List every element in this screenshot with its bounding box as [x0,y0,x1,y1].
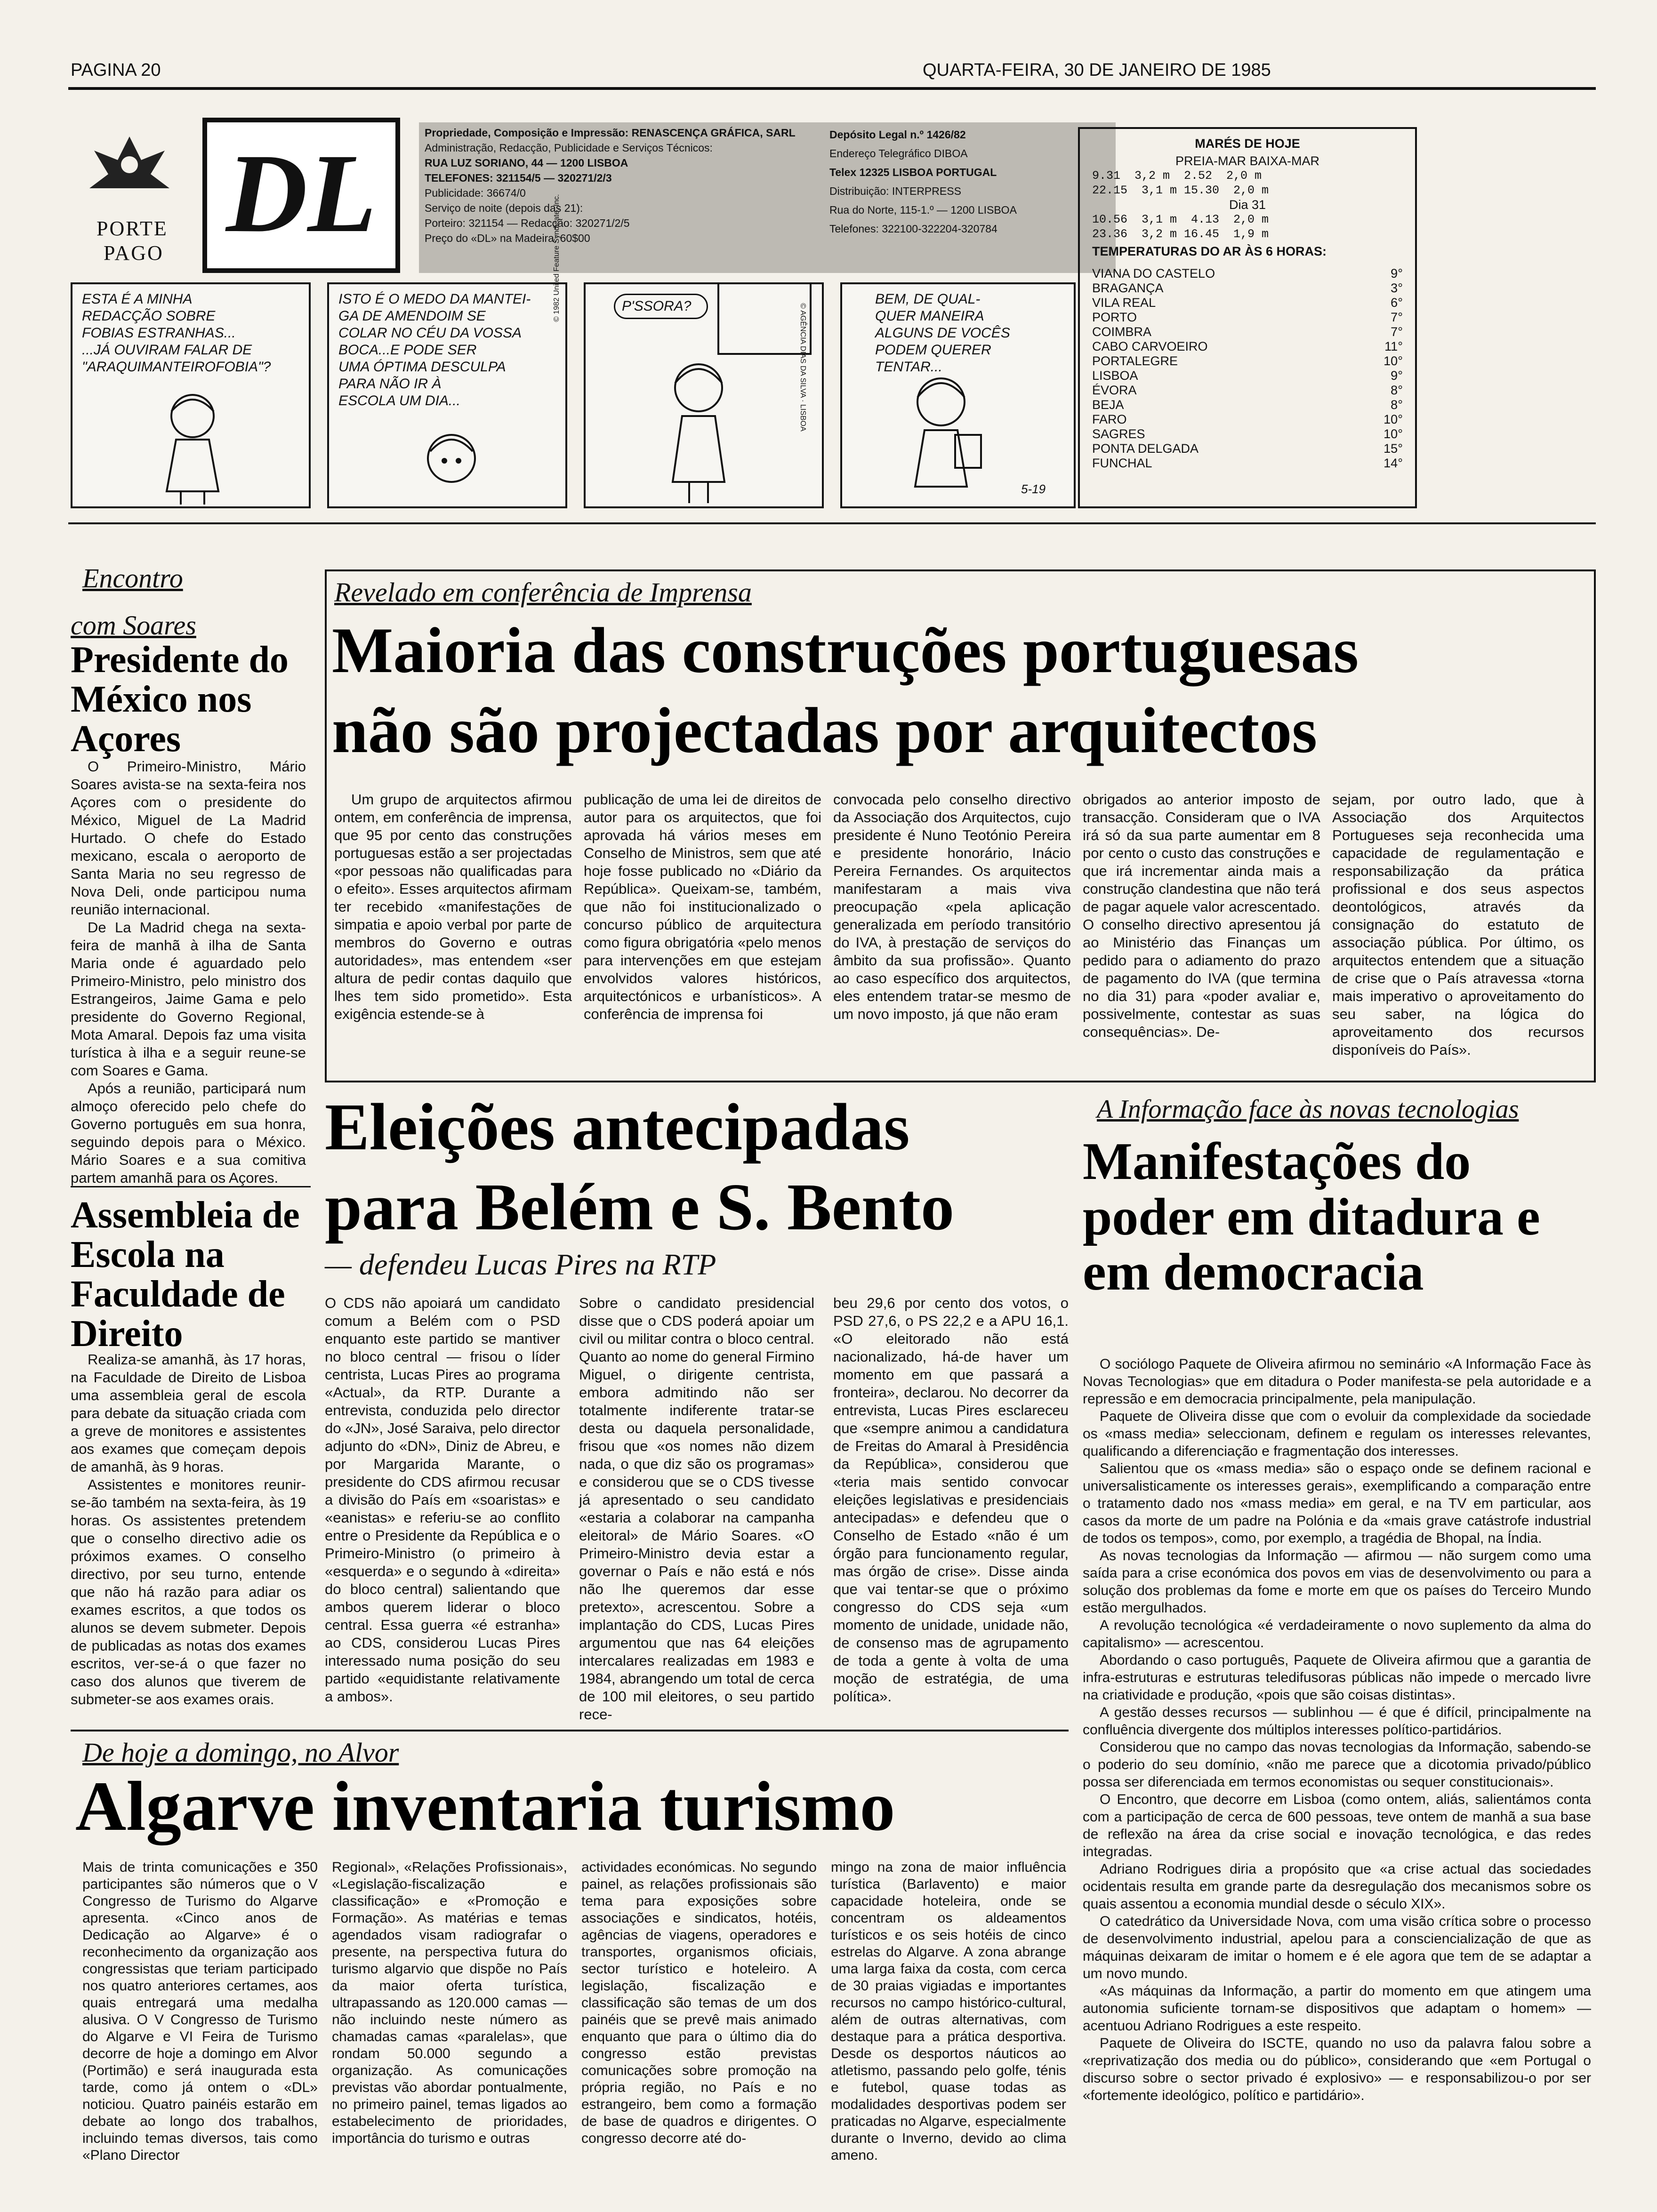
temp-city: LISBOA [1092,369,1138,383]
mexico-body [71,758,306,1186]
temp-city: BRAGANÇA [1092,281,1164,295]
comic-panel-4 [840,282,1076,508]
info-line: Preço do «DL» na Madeira: 60$00 [425,232,590,244]
paragraph: As novas tecnologias da Informação — afirmou — não surgem como uma saída para a crise económica dos povos em vias de desenvolvimento ou para a solução dos problemas da fome e morte em que os países do Terceiro Mundo estão mergulhados. [1083,1548,1591,1616]
info-line: Serviço de noite (depois das 21): [425,202,583,214]
temp-row [1092,369,1403,383]
info-line: Distribuição: INTERPRESS [829,185,961,197]
paragraph: Adriano Rodrigues diria a propósito que «a crise actual das sociedades ocidentais resulta em grande parte da desregulação dos mecanismos sobre os quais assentou a economia mundial desde o século XIX». [1083,1861,1591,1912]
tide-row: 10.56 3,1 m 4.13 2,0 m [1092,213,1269,226]
temp-city: SAGRES [1092,427,1145,441]
info-body [1083,1355,1591,2193]
temp-row [1092,354,1403,369]
header-rule [68,87,1596,90]
eleicoes-headline-1: Eleições antecipadas [325,1090,910,1164]
temp-city: COIMBRA [1092,325,1152,339]
temp-city: FARO [1092,412,1127,426]
eleicoes-col-2: Sobre o candidato presidencial disse que o CDS poderá apoiar um civil ou militar contra o bloco central. Quanto ao nome do general Firmino Miguel, o dirigente centrista, embora admitindo não ser totalmente indiferente tratar-se desta ou daquela personalidade, frisou que «os nomes não dizem nada, o que diz são os programas» e considerou que se o CDS tivesse já apresentado o seu candidato «estaria a colaborar na campanha eleitoral» de Mário Soares. «O Primeiro-Ministro devia estar a governar o País e não está e nós não lhe queremos dar esse pretexto», acrescentou. Sobre a implantação do CDS, Lucas Pires argumentou que nas 64 eleições intercalares realizadas em 1983 e 1984, abrangendo um total de cerca de 100 mil eleitores, o seu partido rece- [579,1295,814,1723]
eleicoes-subhead: — defendeu Lucas Pires na RTP [325,1248,716,1281]
algarve-kicker: De hoje a domingo, no Alvor [82,1737,399,1768]
tide-row: 23.36 3,2 m 16.45 1,9 m [1092,227,1269,241]
masthead-info-right [824,122,1116,273]
window-icon [717,284,812,355]
arquitectos-col-1: Um grupo de arquitectos afirmou ontem, em conferência de imprensa, que 95 por cento das construções portuguesas estão a ser projectadas «por pessoas não qualificadas para o efeito». Esses arquitectos afirmam ter recebido «manifestações de simpatia e apoio verbal por parte de membros do Governo e outras autoridades», mas entendem «ser altura de pedir contas daquilo que lhes tem sido prometido». Esta exigência estende-se à [334,791,572,1022]
comic-credit: © 1982 United Feature Syndicate, Inc. [553,194,561,322]
arquitectos-col-5: sejam, por outro lado, que à Associação dos Arquitectos Portugueses seja reconhecida uma capacidade de regulamentação e responsabilização da prática profissional e dos seus aspectos deontológicos, através da consignação do estatuto de associação pública. Por último, os arquitectos entendem que a situação de crise que o País atravessa «torna mais imperativo o aproveitamento do seu saber, na lógica do aproveitamento dos recursos disponíveis do País». [1332,791,1584,1058]
paragraph: O catedrático da Universidade Nova, com uma visão crítica sobre o processo de desenvolvimento industrial, apelou para a consciencialização de que as máquinas deixaram de imitar o homem e é ele agora que tem de se adaptar a um novo mundo. [1083,1914,1591,1981]
comic-panel-1 [71,282,311,508]
temp-city: PORTALEGRE [1092,354,1178,368]
dl-logo [202,118,400,273]
algarve-col-4: mingo na zona de maior influência turística (Barlavento) e maior capacidade hoteleira, onde se concentram os aldeamentos turísticos e os seis hotéis de cinco estrelas do Algarve. A zona abrange uma larga faixa da costa, com cerca de 30 praias vigiadas e importantes recursos no campo histórico-cultural, além de outras alternativas, com destaque para a prática desportiva. Desde os desportos náuticos ao atletismo, passando pelo golfe, ténis e futebol, quase todas as modalidades desportivas podem ser praticadas no Algarve, especialmente durante o Inverno, devido ao clima ameno. [831,1859,1066,2163]
temp-row [1092,266,1403,281]
temp-row [1092,281,1403,296]
arquitectos-headline-2: não são projectadas por arquitectos [332,694,1318,766]
escola-headline: Assembleia de Escola na Faculdade de Direito [71,1194,300,1354]
eleicoes-headline-2: para Belém e S. Bento [325,1170,955,1244]
info-line: Depósito Legal n.º 1426/82 [829,128,966,141]
info-kicker: A Informação face às novas tecnologias [1097,1095,1519,1124]
tide-day: Dia 31 [1229,198,1266,212]
dl-logo-text: DL [226,130,377,256]
speech-bubble: P'SSORA? [614,294,708,319]
paragraph: Abordando o caso português, Paquete de Oliveira afirmou que a garantia de infra-estruturas e estruturas teledifusoras públicas não impede o mercado livre na criatividade e produção, «pois que são coisas distintas». [1083,1652,1591,1703]
paragraph: O Primeiro-Ministro, Mário Soares avista-se na sexta-feira nos Açores com o presidente do México, Miguel de La Madrid Hurtado. O chefe do Estado mexicano, escala o aeroporto de Santa Maria no seu regresso de Nova Deli, onde participou numa reunião internacional. [71,758,306,918]
paragraph: Paquete de Oliveira do ISCTE, quando no uso da palavra falou sobre a «reprivatização dos media ou do público», considerando que «em Portugal o discurso sobre o sector privado é explosivo» — e responsabilizou-o por ser «fortemente ideológico, político e partidário». [1083,2036,1591,2103]
temp-value: 7° [1391,310,1403,324]
mexico-kicker-2: com Soares [71,610,196,641]
info-line: Endereço Telegráfico DIBOA [829,147,968,160]
temp-city: ÉVORA [1092,383,1137,397]
paragraph: A revolução tecnológica «é verdadeiramente o novo suplemento da alma do capitalismo» — acrescentou. [1083,1618,1591,1651]
page-number: PAGINA 20 [71,60,161,80]
pago-label: PAGO [104,241,164,264]
arquitectos-col-4: obrigados ao anterior imposto de transacção. Consideram que o IVA irá só da sua parte aumentar em 8 por cento o custo das construções e que irá incrementar ainda mais a construção clandestina que não terá de pagar aquele valor acrescentado. O conselho directivo apresentou já ao Ministério das Finanças um pedido para o adiamento do prazo de pagamento do IVA (que termina no dia 31) para «poder avaliar e, possivelmente, contestar as suas consequências». De- [1083,791,1320,1040]
section-rule [71,1730,1069,1731]
paragraph: De La Madrid chega na sexta-feira de manhã à ilha de Santa Maria onde é aguardado pelo Primeiro-Ministro, pelo ministro dos Estrangeiros, Jaime Gama e pelo presidente do Governo Regional, Mota Amaral. Depois faz uma visita turística à ilha e a seguir reune-se com Soares e Gama. [71,919,306,1079]
girl-figure-icon [656,355,741,505]
mexico-kicker: Encontro [82,563,183,593]
page-date: QUARTA-FEIRA, 30 DE JANEIRO DE 1985 [923,60,1271,80]
girl-figure-icon [899,369,983,505]
tide-row: 22.15 3,1 m 15.30 2,0 m [1092,184,1269,197]
info-line: Porteiro: 321154 — Redacção: 320271/2/5 [425,217,630,229]
temp-city: VILA REAL [1092,296,1156,310]
temp-value: 7° [1391,325,1403,339]
temp-value: 10° [1384,427,1403,441]
speech-bubble: BEM, DE QUAL- QUER MANEIRA ALGUNS DE VOCÊS PODEM QUERER TENTAR... [875,291,1010,375]
girl-figure-icon [414,425,489,505]
temp-city: FUNCHAL [1092,456,1152,470]
algarve-col-2: Regional», «Relações Profissionais», «Legislação-fiscalização e classificação» e «Promoção e Formação». As matérias e temas agendados visam radiografar o presente, na perspectiva futura do turismo algarvio que dispõe no País da maior oferta turística, ultrapassando as 120.000 camas — não incluindo neste número as chamadas camas «paralelas», que rondam 50.000 segundo a organização. As comunicações previstas vão abordar pontualmente, no primeiro painel, temas ligados ao estabelecimento de prioridades, importância do turismo e outras [332,1859,567,2146]
info-line: Rua do Norte, 115-1.º — 1200 LISBOA [829,204,1017,216]
info-line: Publicidade: 36674/0 [425,187,526,199]
tides-sub: PREIA-MAR BAIXA-MAR [1175,154,1320,168]
tides-title: MARÉS DE HOJE [1195,136,1300,151]
tide-row: 9.31 3,2 m 2.52 2,0 m [1092,169,1262,183]
temp-value: 3° [1391,281,1403,295]
temp-value: 11° [1384,339,1403,353]
porte-label: PORTE [97,217,168,240]
info-line: Telefones: 322100-322204-320784 [829,223,997,235]
temp-city: PONTA DELGADA [1092,441,1199,456]
mexico-headline: Presidente do México nos Açores [71,639,289,760]
paragraph: Assistentes e monitores reunir-se-ão também na sexta-feira, às 19 horas. Os assistentes pretendem que o conselho directivo adie os próximos exames. O conselho directivo, por seu turno, entende que não há razão para adiar os exames escritos, a que todos os alunos se devem submeter. Depois de publicadas as notas dos exames escritos, ver-se-á o que fazer no caso dos alunos que tiverem de submeter-se aos exames orais. [71,1476,306,1707]
paragraph: Paquete de Oliveira disse que com o evoluir da complexidade da sociedade os «mass media» seleccionam, definem e regulam os interesses relevantes, qualificando a diferenciação e fragmentação dos interesses. [1083,1409,1591,1459]
paragraph: «As máquinas da Informação, a partir do momento em que atingem uma autonomia suficiente tornam-se dispositivos que adaptam o homem» — acentuou Adriano Rodrigues a este respeito. [1083,1983,1591,2034]
temp-row [1092,296,1403,310]
arquitectos-headline-1: Maioria das construções portuguesas [332,614,1359,686]
temp-value: 6° [1391,296,1403,310]
arquitectos-col-3: convocada pelo conselho directivo da Associação dos Arquitectos, cujo presidente é Nuno Teotónio Pereira e presidente honorário, Inácio Pereira Fernandes. Os arquitectos manifestaram a mais viva preocupação «pela aplicação generalizada em período transitório do IVA, à prestação de serviços do âmbito da sua profissão». Quanto ao caso específico dos arquitectos, eles entendem tratar-se mesmo de um novo imposto, já que não eram [833,791,1071,1022]
temp-row [1092,383,1403,398]
eleicoes-col-1: O CDS não apoiará um candidato comum a Belém com o PSD enquanto este partido se mantiver no bloco central — frisou o líder centrista, Lucas Pires ao programa «Actual», da RTP. Durante a entrevista, conduzida pelo director do «JN», José Saraiva, pelo director adjunto do «DN», Diniz de Abreu, e por Margarida Marante, o presidente do CDS afirmou recusar a divisão do País em «soaristas» e «eanistas» e referiu-se ao conflito entre o Presidente da República e o Primeiro-Ministro (o primeiro à «esquerda» e o segundo à «direita» do bloco central) salientando que ambos querem liderar o bloco central. Essa guerra «é estranha» ao CDS, considerou Lucas Pires interessado numa posição do seu partido «equidistante relativamente a ambos». [325,1295,560,1705]
arquitectos-kicker: Revelado em conferência de Imprensa [334,577,752,608]
info-line: RUA LUZ SORIANO, 44 — 1200 LISBOA [425,157,628,169]
temp-value: 15° [1384,441,1403,456]
temp-value: 10° [1384,412,1403,426]
eleicoes-col-3: beu 29,6 por cento dos votos, o PSD 27,6, o PS 22,2 e a APU 16,1. «O eleitorado não está nacionalizado, há-de haver um momento em que passará a fronteira», declarou. No decorrer da entrevista, Lucas Pires esclareceu que «sempre animou a candidatura de Freitas do Amaral à Presidência da República», considerou que «teria mais sentido convocar eleições legislativas e presidenciais antecipadas» e defendeu que o Conselho de Estado «não é um órgão para funcionamento regular, mas órgão de crise». Disse ainda que vai tentar-se que o próximo congresso do CDS seja «um momento de unidade, unidade não, de consenso mas de agrupamento de toda a gente à volta de uma moção de estratégia, de uma política». [833,1295,1069,1705]
weather-box [1078,127,1417,508]
escola-body [71,1351,306,1741]
algarve-col-3: actividades económicas. No segundo painel, as relações profissionais são tema para exposições sobre associações e sindicatos, hotéis, agências de viagens, operadores e transportes, organismos oficiais, sector turístico e hoteleiro. A legislação, fiscalização e classificação são temas de um dos painéis que se prevê mais animado enquanto que para o último dia do congresso estão previstas comunicações sobre promoção na própria região, no País e no estrangeiro, bem como a formação de base de quadros e dirigentes. O congresso decorre até do- [581,1859,817,2146]
temp-row [1092,412,1403,427]
temp-city: BEJA [1092,398,1124,412]
algarve-col-1: Mais de trinta comunicações e 350 participantes são números que o V Congresso de Turismo do Algarve apresenta. «Cinco anos de Dedicação ao Algarve» é o reconhecimento da organização aos congressistas que teriam participado nos quatro anteriores certames, aos quais entregará uma medalha alusiva. O V Congresso de Turismo do Algarve e VI Feira de Turismo decorre de hoje a domingo em Alvor (Portimão) e será inaugurada esta tarde, como já ontem o «DL» noticiou. Quatro painéis estarão em debate ao longo dos trabalhos, incluindo temas diversos, tais como «Plano Director [82,1859,318,2163]
arquitectos-col-2: publicação de uma lei de direitos de autor para os arquitectos, que foi aprovada há vários meses em Conselho de Ministros, sem que até hoje fosse publicado no «Diário da República». Queixam-se, também, que não foi institucionalizado o concurso público de arquitectura como figura obrigatória «pelo menos para intervenções em que estejam envolvidos valores históricos, arquitectónicos e urbanísticos». A conferência de imprensa foi [584,791,821,1022]
info-line: Propriedade, Composição e Impressão: RENASCENÇA GRÁFICA, SARL [425,127,796,139]
crest-icon [85,132,174,202]
temp-row [1092,456,1403,471]
column-rule [71,1186,311,1187]
temp-city: PORTO [1092,310,1137,324]
temp-value: 10° [1384,354,1403,368]
temp-value: 8° [1391,398,1403,412]
temp-row [1092,310,1403,325]
paragraph: Realiza-se amanhã, às 17 horas, na Faculdade de Direito de Lisboa uma assembleia geral de escola para debate da situação criada com a greve de monitores e assistentes aos exames que começam depois de amanhã, às 9 horas. [71,1351,306,1475]
paragraph: O sociólogo Paquete de Oliveira afirmou no seminário «A Informação Face às Novas Tecnologias» que em ditadura o Poder manifesta-se pela autoridade e a repressão e em democracia principalmente, pela manipulação. [1083,1356,1591,1407]
section-rule [68,522,1596,524]
paragraph: A gestão desses recursos — sublinhou — é que é difícil, principalmente na confluência divergente dos múltiplos interesses político-partidários. [1083,1705,1591,1738]
temp-value: 9° [1391,369,1403,383]
temp-city: VIANA DO CASTELO [1092,266,1215,281]
masthead-info-left [419,122,824,273]
info-line: Administração, Redacção, Publicidade e Serviços Técnicos: [425,142,713,154]
info-line: TELEFONES: 321154/5 — 320271/2/3 [425,172,612,184]
temp-row [1092,427,1403,441]
paragraph: Considerou que no campo das novas tecnologias da Informação, sabendo-se o poderio do seu domínio, «não me parece que a dicotomia privado/público possa ser diferenciada em termos economistas ou sequer constitucionais». [1083,1739,1591,1790]
comic-panel-3 [584,282,824,508]
algarve-headline: Algarve inventaria turismo [75,1767,895,1845]
temp-value: 8° [1391,383,1403,397]
girl-figure-icon [153,388,233,505]
temp-row [1092,325,1403,339]
temp-list [1092,266,1403,471]
paragraph: Salientou que os «mass media» são o espaço onde se definem racional e universalisticamente os interesses gerais», exemplificando a comparação entre o tratamento dado nos «mass media» em geral, e na TV em particular, aos casos da morte de um padre na Polónia e da «mais grave catástrofe industrial de todos os tempos», como, por exemplo, a tragédia de Bhopal, na Índia. [1083,1461,1591,1546]
temp-title: TEMPERATURAS DO AR ÀS 6 HORAS: [1092,244,1327,258]
temp-value: 9° [1391,266,1403,281]
temp-city: CABO CARVOEIRO [1092,339,1208,353]
info-line: Telex 12325 LISBOA PORTUGAL [829,166,997,178]
paragraph: O Encontro, que decorre em Lisboa (como ontem, aliás, salientámos conta com a participação de cerca de 600 pessoas, teve ontem de manhã a sua base de reflexão na área da crise social e inovação tecnológica, e das redes integradas. [1083,1792,1591,1859]
temp-row [1092,441,1403,456]
comic-sign: 5-19 [1021,482,1046,496]
speech-bubble: ISTO É O MEDO DA MANTEI- GA DE AMENDOIM SE COLAR NO CÉU DA VOSSA BOCA...E PODE SER UMA ÓPTIMA DESCULPA PARA NÃO IR À ESCOLA UM DIA... [338,291,531,409]
temp-row [1092,339,1403,354]
temp-value: 14° [1384,456,1403,470]
speech-bubble: ESTA É A MINHA REDACÇÃO SOBRE FOBIAS ESTRANHAS... ...JÁ OUVIRAM FALAR DE "ARAQUIMANTEIROFOBIA"? [82,291,271,375]
temp-row [1092,398,1403,412]
info-headline: Manifestações do poder em ditadura e em democracia [1083,1132,1540,1302]
comic-credit: © AGÊNCIA DIAS DA SILVA · LISBOA [799,303,807,432]
paragraph: Após a reunião, participará num almoço oferecido pelo chefe do Governo português em sua honra, seguindo depois para o México. Mário Soares e a sua comitiva partem amanhã para os Açores. [71,1080,306,1186]
